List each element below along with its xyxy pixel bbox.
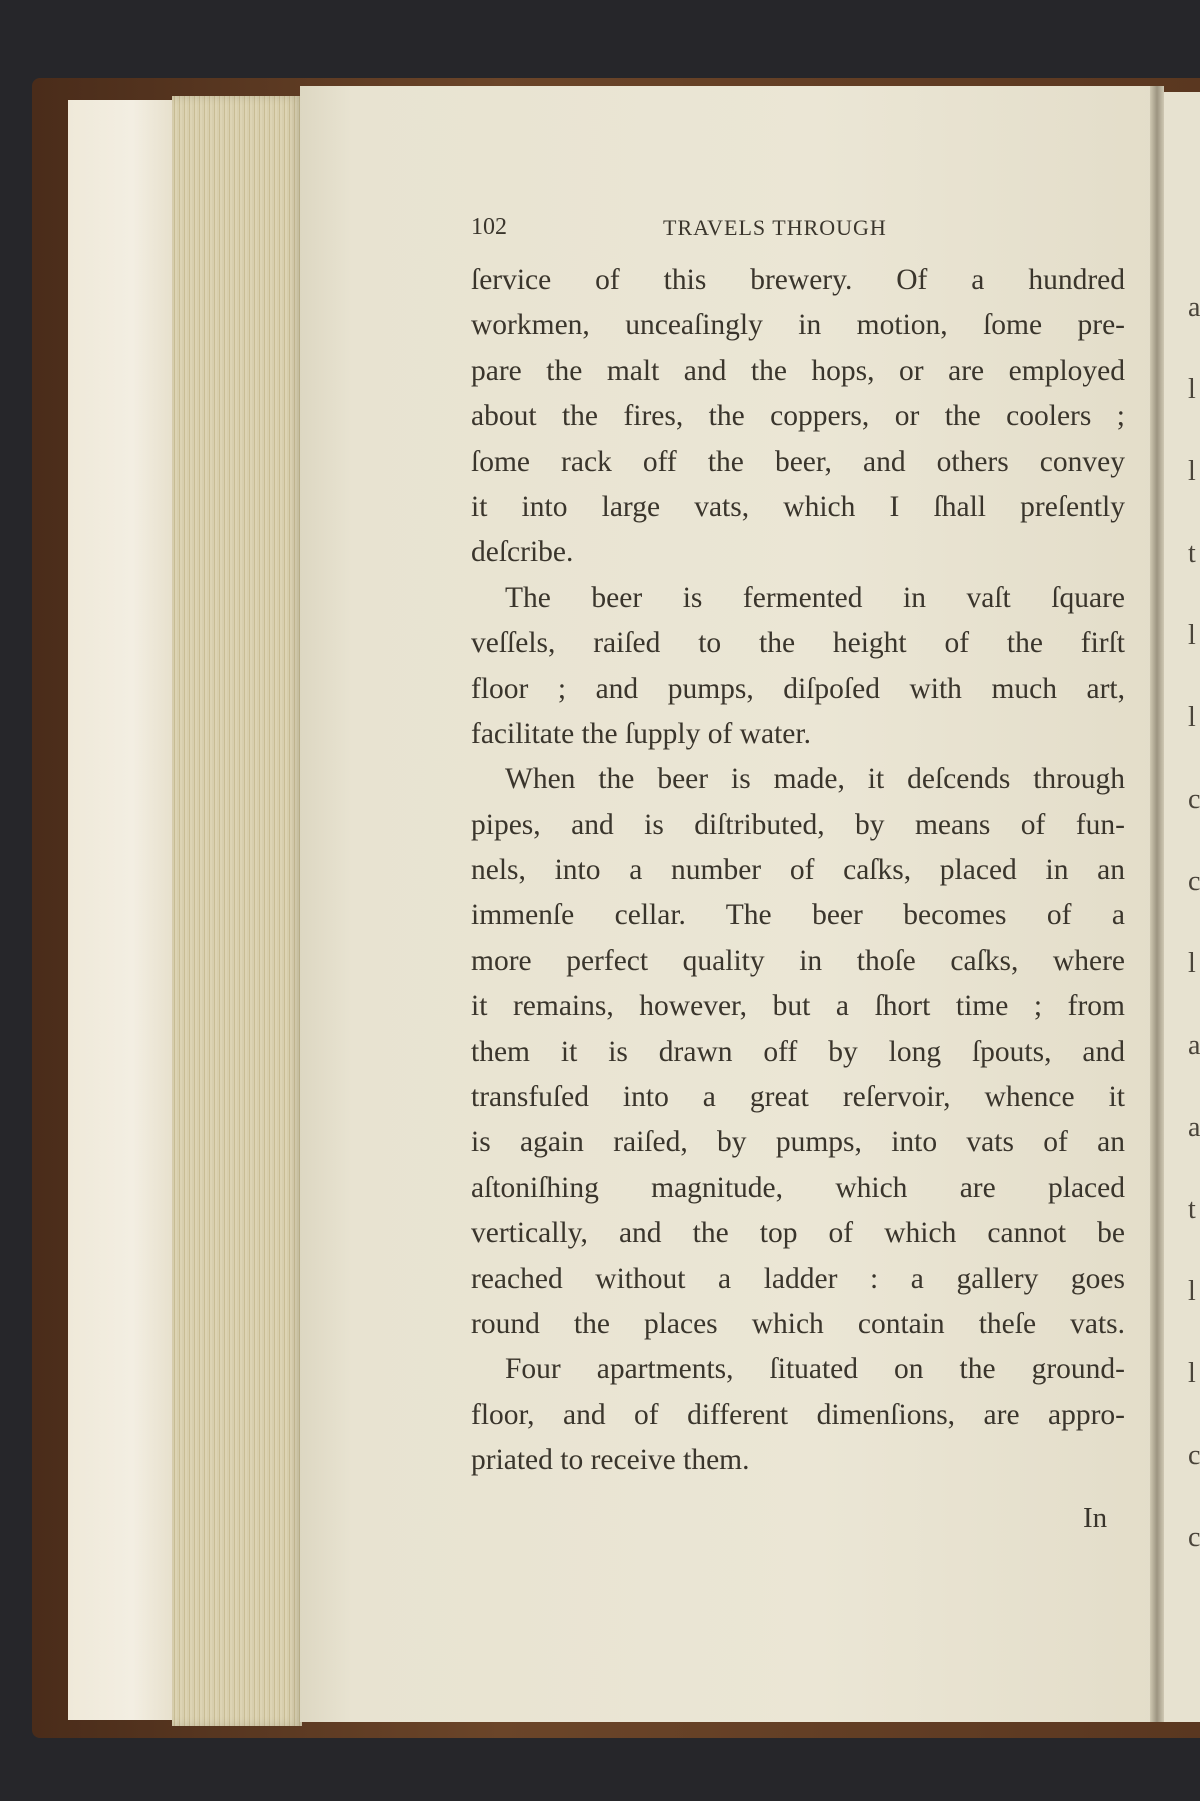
page-header [471,214,1125,246]
page-edges [172,96,302,1726]
text-line: immenſe cellar. The beer becomes of a [471,899,1125,932]
facing-page-fragment: c [1188,866,1200,897]
text-line: reached without a ladder : a gallery goes [471,1262,1125,1295]
text-line: it remains, however, but a ſhort time ; from [471,990,1125,1023]
facing-page-fragment: l [1188,374,1196,405]
text-line: it into large vats, which I ſhall preſently [471,490,1125,523]
text-line: priated to receive them. [471,1444,750,1477]
text-line: aſtoniſhing magnitude, which are placed [471,1171,1125,1204]
page-number: 102 [471,214,507,240]
facing-page-fragment: l [1188,620,1196,651]
facing-page-fragment: c [1188,1522,1200,1553]
text-line: pipes, and is diſtributed, by means of fun- [471,808,1125,841]
text-line: When the beer is made, it deſcends through [505,763,1125,796]
text-line: floor ; and pumps, diſpoſed with much art, [471,672,1125,705]
catchword: In [1083,1502,1108,1534]
text-line: is again raiſed, by pumps, into vats of an [471,1126,1125,1159]
facing-page-fragment: l [1188,702,1196,733]
facing-page-fragment: a [1188,1030,1200,1061]
text-line: pare the malt and the hops, or are employed [471,354,1125,387]
text-line: veſſels, raiſed to the height of the firſt [471,627,1125,660]
text-line: ſervice of this brewery. Of a hundred [471,264,1125,296]
text-line: The beer is fermented in vaſt ſquare [505,581,1125,614]
text-line: round the places which contain theſe vats. [471,1307,1125,1340]
facing-page-fragment: l [1188,948,1196,979]
facing-page-fragment: a [1188,1112,1200,1143]
text-line: Four apartments, ſituated on the ground- [505,1353,1125,1386]
facing-page-fragment: t [1188,538,1196,569]
facing-page-fragment: l [1188,1358,1196,1389]
text-line: them it is drawn off by long ſpouts, and [471,1035,1125,1068]
flyleaf [68,100,176,1720]
facing-page-fragment: l [1188,1276,1196,1307]
running-head: TRAVELS THROUGH [663,215,887,240]
text-line: about the fires, the coppers, or the coolers ; [471,400,1125,433]
facing-page-fragment: t [1188,1194,1196,1225]
text-line: vertically, and the top of which cannot be [471,1217,1125,1250]
text-line: deſcribe. [471,536,574,569]
text-line: ſome rack off the beer, and others convey [471,445,1125,478]
facing-page-fragment: c [1188,784,1200,815]
text-line: nels, into a number of caſks, placed in an [471,854,1125,887]
text-line: workmen, unceaſingly in motion, ſome pre- [471,309,1125,342]
facing-page-fragment: c [1188,1440,1200,1471]
text-line: floor, and of different dimenſions, are appro- [471,1398,1125,1431]
text-line: facilitate the ſupply of water. [471,717,811,750]
gutter [1150,86,1164,1722]
facing-page-fragment: l [1188,456,1196,487]
text-line: transfuſed into a great reſervoir, whence it [471,1081,1125,1114]
facing-page-edge [1164,92,1200,1722]
text-line: more perfect quality in thoſe caſks, where [471,944,1125,977]
facing-page-fragment: a [1188,292,1200,323]
body-text [471,258,1125,1484]
